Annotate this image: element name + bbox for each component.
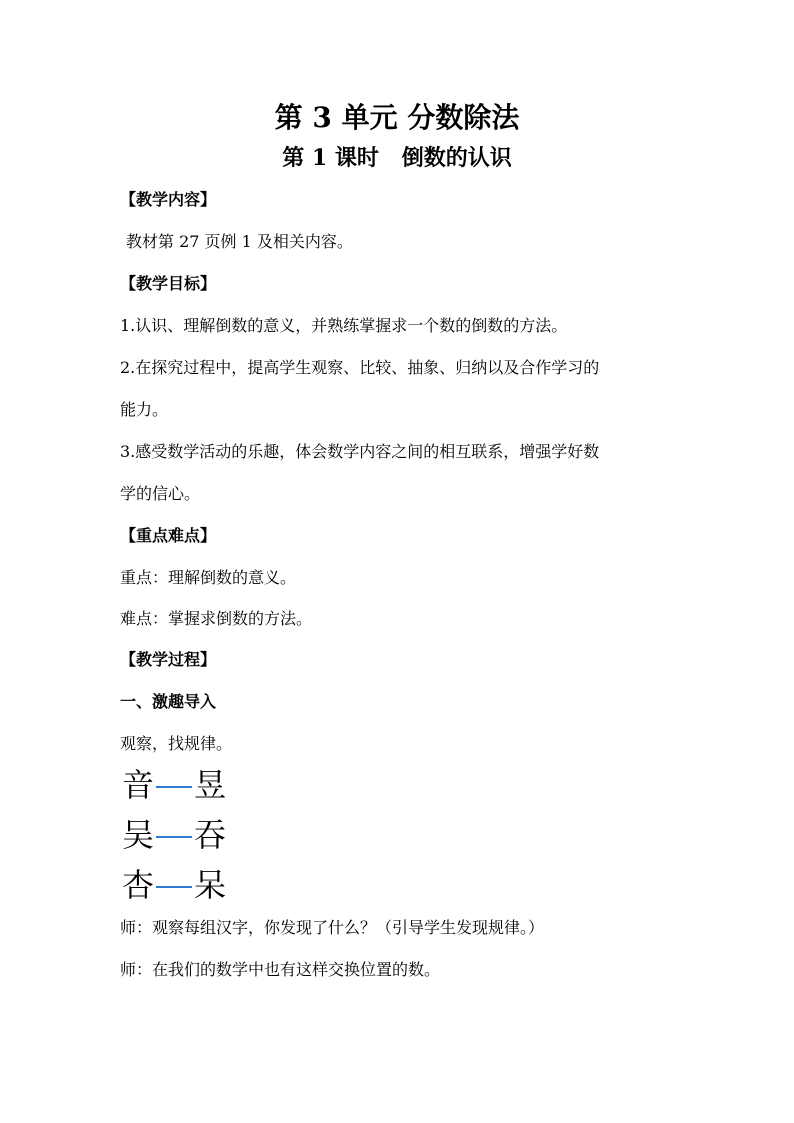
char-pair-2	[122, 813, 226, 857]
observe-text: 观察，找规律。	[120, 734, 233, 753]
char-pair-left: 音	[122, 766, 155, 804]
difficult-point: 难点：掌握求倒数的方法。	[120, 609, 313, 628]
key-point: 重点：理解倒数的意义。	[120, 568, 297, 587]
char-pair-right: 吞	[194, 816, 227, 854]
char-pair-3	[122, 863, 226, 907]
char-pair-left: 吴	[122, 816, 155, 854]
goal-1: 1.认识、理解倒数的意义，并熟练掌握求一个数的倒数的方法。	[120, 316, 568, 335]
goal-2-line-1: 2.在探究过程中，提高学生观察、比较、抽象、归纳以及合作学习的	[120, 358, 600, 377]
char-pair-right: 呆	[194, 866, 227, 904]
content-heading: 【教学内容】	[120, 190, 217, 209]
goal-2-line-2: 能力。	[120, 400, 169, 419]
char-pair-right: 昱	[194, 766, 227, 804]
goals-heading: 【教学目标】	[120, 274, 217, 293]
page-title: 第 3 单元 分数除法	[274, 101, 520, 134]
dash-connector	[156, 836, 192, 838]
goal-3-line-2: 学的信心。	[120, 484, 201, 503]
lesson-subtitle: 第 1 课时 倒数的认识	[282, 145, 512, 171]
key-heading: 【重点难点】	[120, 526, 217, 545]
dash-connector	[156, 886, 192, 888]
goal-3-line-1: 3.感受数学活动的乐趣，体会数学内容之间的相互联系，增强学好数	[120, 442, 600, 461]
dash-connector	[156, 786, 192, 788]
char-pair-1	[122, 763, 226, 807]
content-text: 教材第 27 页例 1 及相关内容。	[126, 232, 353, 251]
char-pair-left: 杏	[122, 866, 155, 904]
teacher-line-1: 师：观察每组汉字，你发现了什么？（引导学生发现规律。）	[120, 918, 545, 937]
process-heading: 【教学过程】	[120, 650, 217, 669]
step-1-heading: 一、激趣导入	[120, 692, 217, 711]
teacher-line-2: 师：在我们的数学中也有这样交换位置的数。	[120, 960, 441, 979]
